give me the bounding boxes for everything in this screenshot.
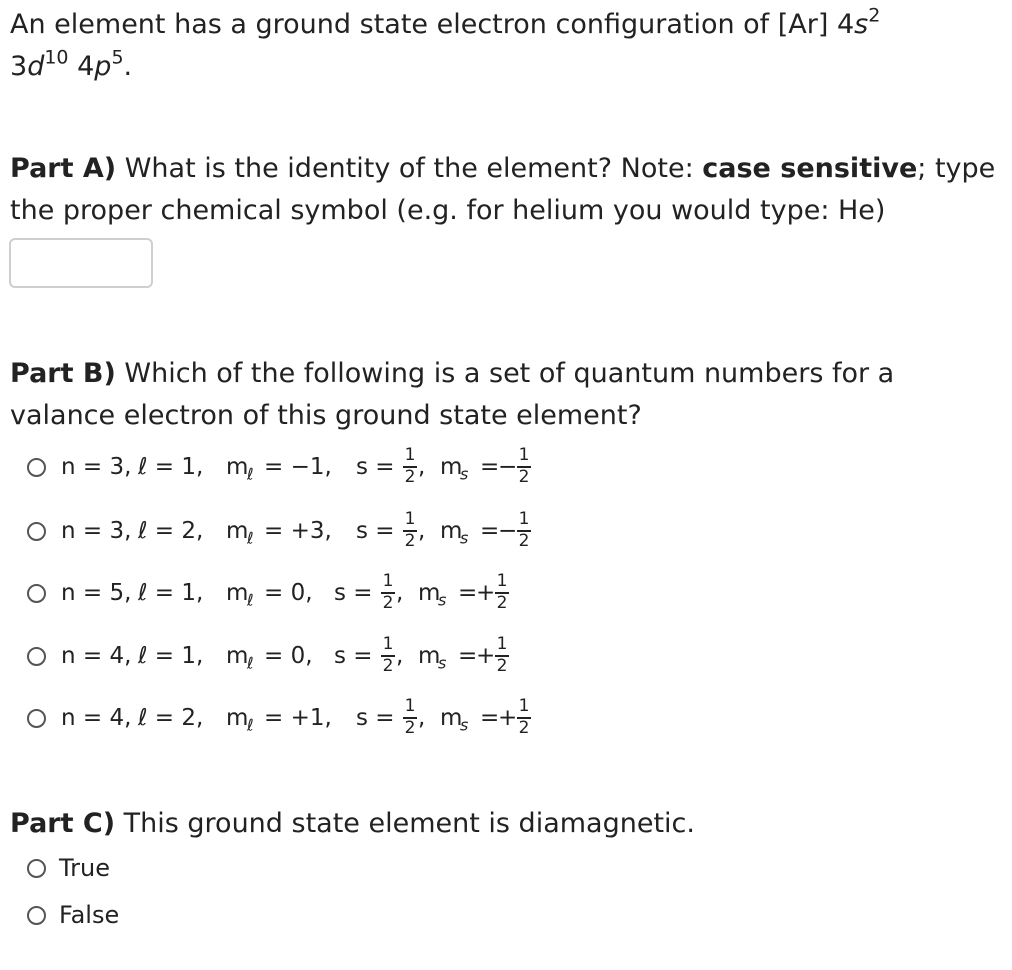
fraction-numerator: 1 [404,509,416,529]
ms-fraction [514,505,534,557]
part-b-question [10,353,1005,437]
l-value: ℓ = 1, [138,580,204,606]
s-fraction [400,505,420,557]
fraction-denominator: 2 [518,718,530,738]
ml-value: = +1, [264,705,332,731]
fraction-denominator: 2 [518,467,530,487]
fraction-numerator: 1 [404,696,416,716]
orbital-p: p [94,51,112,82]
s-fraction [378,630,398,682]
l-value: ℓ = 1, [138,643,204,669]
part-b-title: Part B) [10,358,116,389]
fraction-denominator: 2 [404,531,416,551]
ml-symbol: m [226,705,249,731]
fraction-denominator: 2 [404,718,416,738]
part-c-question [10,803,1005,845]
s-fraction [400,441,420,493]
part-a-question [10,148,1005,232]
ms-subscript: s [460,464,469,484]
ms-fraction [514,441,534,493]
comma: , [396,580,404,606]
ml-subscript: ℓ [247,653,254,673]
fraction-denominator: 2 [382,656,394,676]
s-fraction [378,567,398,619]
ml-symbol: m [226,643,249,669]
ms-subscript: s [460,715,469,735]
case-sensitive-note: case sensitive [702,153,918,184]
ms-sign: + [476,580,496,606]
part-a-text-2: ; type the proper chemical symbol (e.g. for helium you would type: He) [10,153,996,226]
ms-symbol: m [440,454,463,480]
s-label: s = [334,643,373,669]
ms-equals: = [458,580,478,606]
orbital-d: d [27,51,45,82]
element-symbol-input[interactable] [9,238,153,288]
ms-sign: + [476,643,496,669]
l-value: ℓ = 2, [138,705,204,731]
period: . [123,51,133,82]
ml-value: = +3, [264,518,332,544]
s-label: s = [356,705,395,731]
ml-subscript: ℓ [247,590,254,610]
l-value: ℓ = 1, [138,454,204,480]
option-radio-3[interactable] [27,584,46,603]
part-c-title: Part C) [10,808,116,839]
part-a-title: Part A) [10,153,117,184]
fraction-numerator: 1 [382,571,394,591]
intro-line-2 [10,46,880,88]
superscript: 5 [111,46,124,69]
fraction-denominator: 2 [496,656,508,676]
n-value: n = 4, [61,705,132,731]
ml-subscript: ℓ [247,464,254,484]
ms-sign: − [498,454,518,480]
ms-subscript: s [438,653,447,673]
ms-symbol: m [440,705,463,731]
fraction-numerator: 1 [518,509,530,529]
ms-sign: + [498,705,518,731]
ms-symbol: m [418,643,441,669]
intro-line-1 [10,4,880,46]
n-value: n = 4, [61,643,132,669]
orbital-prefix: 4 [77,51,95,82]
ms-equals: = [480,705,500,731]
intro-text: An element has a ground state electron configuration of [Ar] 4 [10,9,855,40]
ms-equals: = [458,643,478,669]
part-b-text: Which of the following is a set of quantum numbers for a valance electron of this ground state element? [10,358,895,431]
comma: , [418,454,426,480]
fraction-numerator: 1 [518,696,530,716]
n-value: n = 3, [61,518,132,544]
ml-value: = −1, [264,454,332,480]
fraction-numerator: 1 [382,634,394,654]
s-label: s = [356,518,395,544]
orbital-s: s [854,9,869,40]
true-label: True [59,854,110,882]
fraction-numerator: 1 [496,571,508,591]
true-radio[interactable] [27,859,46,878]
fraction-denominator: 2 [518,531,530,551]
ms-equals: = [480,454,500,480]
ms-fraction [514,692,534,744]
ms-subscript: s [438,590,447,610]
false-label: False [59,901,120,929]
comma: , [396,643,404,669]
comma: , [418,518,426,544]
question-intro [10,4,880,88]
s-fraction [400,692,420,744]
false-radio[interactable] [27,906,46,925]
n-value: n = 5, [61,580,132,606]
ms-symbol: m [418,580,441,606]
n-value: n = 3, [61,454,132,480]
fraction-denominator: 2 [496,593,508,613]
s-label: s = [334,580,373,606]
comma: , [418,705,426,731]
ms-sign: − [498,518,518,544]
l-value: ℓ = 2, [138,518,204,544]
fraction-numerator: 1 [496,634,508,654]
superscript: 10 [44,46,69,69]
s-label: s = [356,454,395,480]
ml-subscript: ℓ [247,715,254,735]
option-radio-5[interactable] [27,709,46,728]
ml-symbol: m [226,580,249,606]
part-c-text: This ground state element is diamagnetic. [115,808,695,839]
ml-value: = 0, [264,643,313,669]
fraction-numerator: 1 [518,445,530,465]
fraction-denominator: 2 [404,467,416,487]
option-radio-4[interactable] [27,647,46,666]
option-radio-2[interactable] [27,522,46,541]
ml-value: = 0, [264,580,313,606]
ml-symbol: m [226,518,249,544]
superscript: 2 [868,4,881,27]
orbital-prefix: 3 [10,51,28,82]
ms-symbol: m [440,518,463,544]
fraction-denominator: 2 [382,593,394,613]
ms-equals: = [480,518,500,544]
option-radio-1[interactable] [27,458,46,477]
ml-symbol: m [226,454,249,480]
part-a-text: What is the identity of the element? Note: [116,153,703,184]
ms-fraction [492,630,512,682]
ml-subscript: ℓ [247,528,254,548]
ms-subscript: s [460,528,469,548]
ms-fraction [492,567,512,619]
fraction-numerator: 1 [404,445,416,465]
